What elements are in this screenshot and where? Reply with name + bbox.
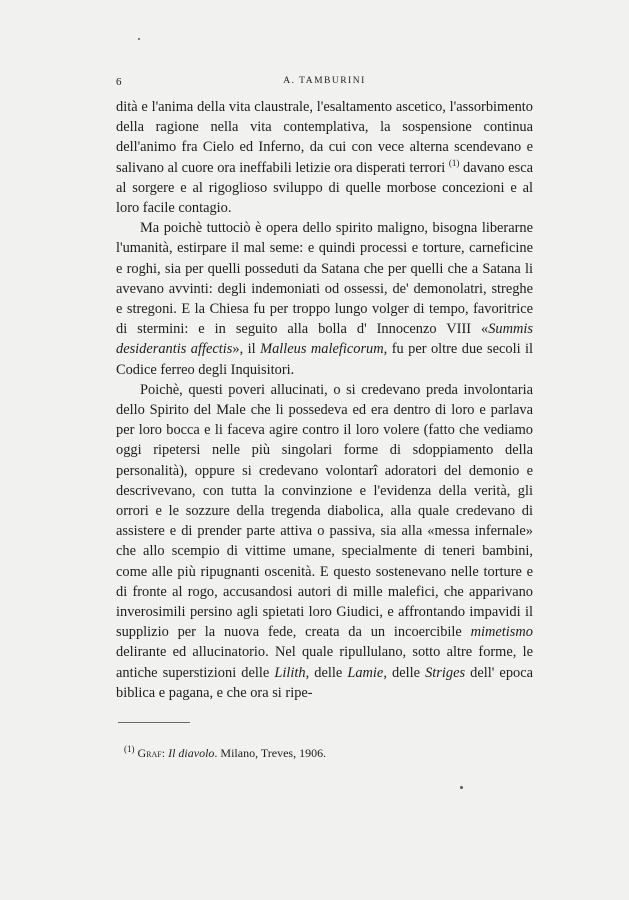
footnote-divider bbox=[118, 722, 190, 723]
paragraph-3-text-c: , delle bbox=[305, 664, 348, 681]
paragraph-2-text-c: , fu per oltre due secoli il Codice ferreo degli Inquisitori. bbox=[116, 341, 534, 378]
ink-speck-top bbox=[138, 38, 140, 40]
footnote-colon: : bbox=[161, 746, 169, 760]
footnote-rest: . Milano, Treves, 1906. bbox=[214, 746, 327, 760]
paragraph-3-text-e: dell' epoca biblica e pagana, e che ora si ripe- bbox=[116, 664, 533, 701]
running-head: A. TAMBURINI bbox=[283, 76, 366, 86]
paragraph-2-text-a: Ma poichè tuttociò è opera dello spirito maligno, bisogna liberarne l'umanità, estirpare il mal seme: e quindi processi e torture, carneficine e roghi, sia per quelli posseduti da Satana che per quelli che a Satana li avevano avvinti: degli indemoniati od ossessi, de' demonolatri, streghe e stregoni. E la Chiesa fu per troppo lungo volger di tempo, favoritrice di stermini: e in seguito alla bolla d' Innocenzo VIII « bbox=[116, 220, 533, 338]
paragraph-2-text-b: », il bbox=[232, 341, 261, 358]
bull-title: Summis desiderantis affectis bbox=[116, 321, 533, 358]
paragraph-3-text-a: Poichè, questi poveri allucinati, o si credevano preda involontaria dello Spirito del Male che li possedeva ed era dentro di loro e parlava per loro bocca e li faceva agire contro il loro volere (fatto che vediamo oggi ripetersi nelle più singolari forme di sdoppiamento della personalità), oppure si credevano volontarî adoratori del demonio e descrivevano, con tutta la convinzione e l'evidenza della verità, gli orrori e le sozzure della tregenda diabolica, alla quale credevano di assistere e di prender parte attiva o passiva, sia alla «messa infernale» che allo scempio di vittime umane, specialmente di teneri bambini, come alle più ripugnanti oscenità. E questo sostenevano nelle torture e di fronte al rogo, accusandosi autori di mille malefici, che apparivano inverosimili persino agli spietati loro Giudici, e affrontando impavidi il supplizio per la nuova fede, creata da un incoercibile bbox=[116, 381, 533, 641]
footnote bbox=[124, 745, 524, 761]
paragraph-1-text-a: dità e l'anima della vita claustrale, l'esaltamento ascetico, l'assorbimento della ragione nella vita contemplativa, la sospensione continua dell'animo fra Cielo ed Inferno, da cui con vece alterna scendevano e salivano al cuore ora ineffabili letizie ora disperati terrori bbox=[116, 99, 533, 176]
footnote-author: Graf bbox=[137, 746, 162, 760]
italic-mimetismo: mimetismo bbox=[470, 624, 533, 641]
footnote-reference: (1) bbox=[448, 157, 460, 168]
italic-striges: Striges bbox=[425, 664, 466, 681]
malleus-title: Malleus maleficorum bbox=[260, 341, 384, 358]
paragraph-2 bbox=[116, 218, 533, 380]
footnote-title: Il diavolo bbox=[168, 746, 215, 760]
page-header bbox=[116, 76, 533, 94]
paragraph-1-text-b: davano esca al sorgere e al rigoglioso sviluppo di quelle morbose concezioni e al loro facile contagio. bbox=[116, 159, 533, 217]
paragraph-3-text-b: delirante ed allucinatorio. Nel quale ripullulano, sotto altre forme, le antiche superstizioni delle bbox=[116, 644, 533, 681]
body-text bbox=[116, 97, 533, 703]
footnote-mark: (1) bbox=[124, 744, 135, 754]
paragraph-3-text-d: , delle bbox=[383, 664, 426, 681]
italic-lilith: Lilith bbox=[274, 664, 306, 681]
paragraph-1 bbox=[116, 97, 533, 218]
italic-lamie: Lamie bbox=[347, 664, 384, 681]
page-number: 6 bbox=[116, 76, 122, 88]
ink-speck-bottom bbox=[460, 786, 463, 789]
paragraph-3 bbox=[116, 380, 533, 703]
